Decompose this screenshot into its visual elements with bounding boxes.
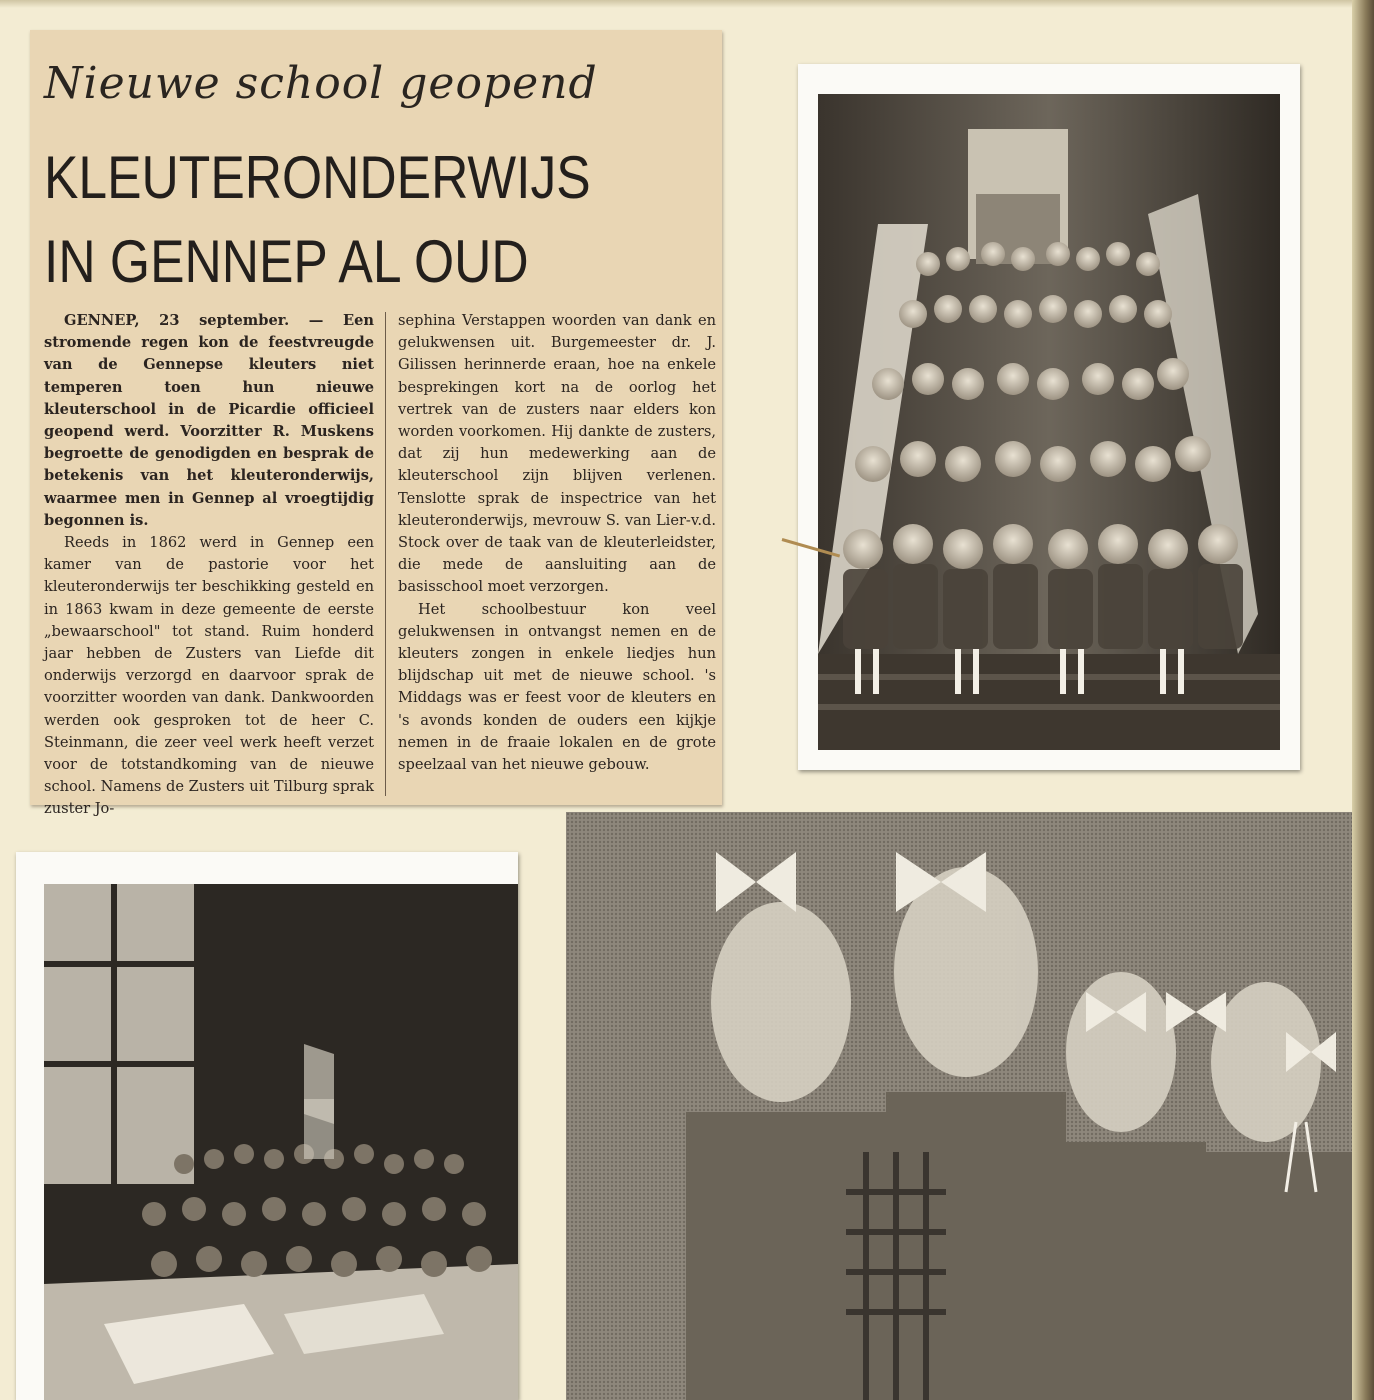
article-headline-line-1: KLEUTERONDERWIJS (44, 144, 591, 211)
newspaper-clipping (30, 30, 722, 818)
article-headline-line-2: IN GENNEP AL OUD (44, 228, 529, 295)
article-left-column (44, 310, 374, 818)
article-lead: stromende regen kon de feestvreugde van de Gennepse kleuters niet temperen toen hun nieuwe kleuterschool in de Picardie officieel geopend werd. Voorzitter R. Muskens begroette de genodigden en besprak de betekenis van het kleuteronderwijs, waarmee men in Gennep al vroegtijdig begonnen is. (44, 334, 374, 529)
article-kicker: Nieuwe school geopend (44, 58, 598, 109)
album-page-top-edge (0, 0, 1374, 8)
staircase-photo-image (818, 94, 1280, 750)
album-page-binding-edge (1352, 0, 1374, 1400)
article-dateline: GENNEP, 23 september. — Een (64, 312, 374, 329)
column-divider (385, 312, 386, 796)
article-body-right-para-1: sephina Verstappen woorden van dank en gelukwensen uit. Burgemeester dr. J. Gilissen herinnerde eraan, hoe na enkele besprekingen kort na de oorlog het vertrek van de zusters naar elders kon worden voorkomen. Hij dankte de zusters, dat zij hun medewerking aan de kleuterschool zijn blijven verlenen. Tenslotte sprak de inspectrice van het kleuteronderwijs, mevrouw S. van Lier-v.d. Stock over de taak van de kleuterleidster, die mede de aansluiting aan de basisschool moet verzorgen. (398, 312, 716, 596)
newspaper-photo-girls-with-bows (566, 812, 1352, 1400)
article-body-right-para-2: Het schoolbestuur kon veel gelukwensen in ontvangst nemen en de kleuters zongen in enkele liedjes hun blijdschap uit met de nieuwe school. 's Middags was er feest voor de kleuters en 's avonds konden de ouders een kijkje nemen in de fraaie lokalen en de grote speelzaal van het nieuwe gebouw. (398, 600, 716, 774)
playroom-photo (16, 852, 518, 1400)
staircase-class-photo (798, 64, 1300, 770)
playroom-photo-image (44, 884, 518, 1400)
article-body-left: Reeds in 1862 werd in Gennep een kamer van de pastorie voor het kleuteronderwijs ter beschikking gesteld en in 1863 kwam in deze gemeente de eerste „bewaarschool" tot stand. Ruim honderd jaar hebben de Zusters van Liefde dit onderwijs verzorgd en daarvoor sprak de voorzitter woorden van dank. Dankwoorden werden ook gesproken tot de heer C. Steinmann, die zeer veel werk heeft verzet voor de totstandkoming van de nieuwe school. Namens de Zusters uit Tilburg sprak zuster Jo- (44, 534, 374, 818)
article-right-column (398, 310, 716, 800)
